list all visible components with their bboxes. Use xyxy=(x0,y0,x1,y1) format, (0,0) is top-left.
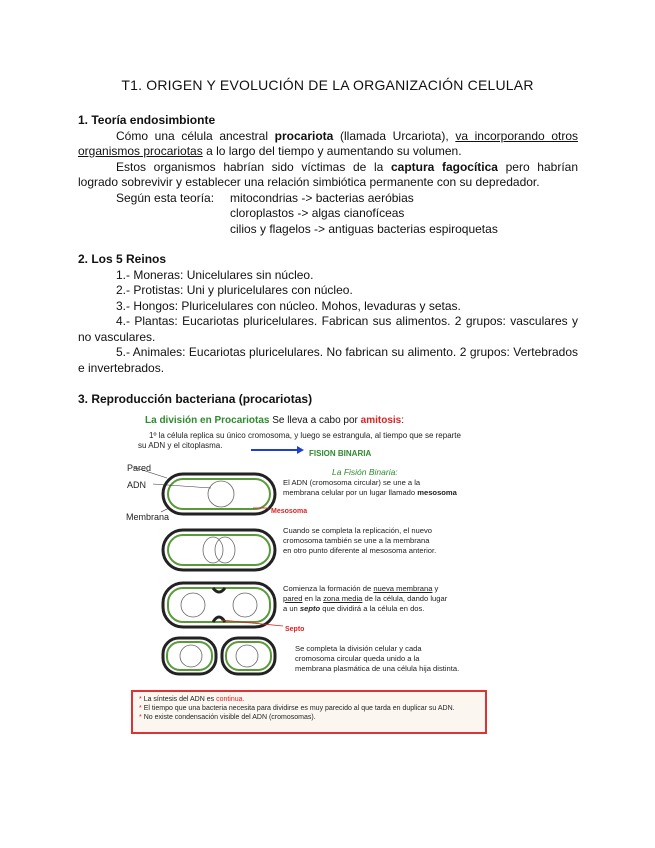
desc-line: en otro punto diferente al mesosoma anterior. xyxy=(283,546,437,555)
label-septum: Septo xyxy=(285,626,305,633)
desc-text: en la xyxy=(302,594,324,603)
text-run: Cómo una célula ancestral xyxy=(116,128,275,143)
section-kingdoms xyxy=(78,252,578,376)
text-run: a lo largo del tiempo y aumentando su volumen. xyxy=(202,144,462,158)
cell-stage-1 xyxy=(133,467,275,514)
desc-line: Cuando se completa la replicación, el nuevo xyxy=(283,526,433,535)
desc-underlined: nueva membrana xyxy=(373,584,433,593)
step-description xyxy=(283,478,483,498)
desc-text: de la célula, dando lugar xyxy=(362,594,448,603)
figure-title-text: Se lleva a cabo por xyxy=(269,415,361,426)
text-run: Estos organismos habrían sido víctimas de la xyxy=(116,159,391,174)
desc-underlined: pared xyxy=(283,594,303,603)
section-heading: 1. Teoría endosimbionte xyxy=(78,113,216,127)
paragraph xyxy=(78,160,578,191)
fission-arrow-label: FISION BINARIA xyxy=(309,449,372,458)
kingdom-item: 5.- Animales: Eucariotas pluricelulares. No fabrican su alimento. 2 grupos: Vertebrados e invertebrados. xyxy=(78,345,578,375)
section-heading: 2. Los 5 Reinos xyxy=(78,252,167,266)
desc-line: El ADN (cromosoma circular) se une a la xyxy=(283,478,421,487)
step-description xyxy=(283,584,483,614)
theory-item: mitocondrias -> bacterias aeróbias xyxy=(230,190,414,205)
desc-text: que dividirá a la célula en dos. xyxy=(320,604,425,613)
step-description xyxy=(283,526,483,556)
figure-intro-line: 1º la célula replica su único cromosoma, y luego se estrangula, al tiempo que se reparte xyxy=(149,431,461,440)
note-line: * La síntesis del ADN es continua. xyxy=(139,696,245,703)
paragraph xyxy=(78,129,578,160)
desc-line: membrana plasmática de una célula hija distinta. xyxy=(295,664,460,673)
note-text: El tiempo que una bacteria necesita para dividirse es muy parecido al que tarda en duplicar su ADN. xyxy=(143,705,455,712)
label-membrane: Membrana xyxy=(126,512,170,522)
bold-text: procariota xyxy=(274,128,334,143)
desc-bold-italic: septo xyxy=(299,604,321,613)
kingdom-item: 1.- Moneras: Unicelulares sin núcleo. xyxy=(116,267,314,282)
cell-stage-4 xyxy=(163,638,275,674)
cell-stage-3 xyxy=(163,583,283,627)
note-line: * El tiempo que una bacteria necesita para dividirse es muy parecido al que tarda en duplicar su ADN. xyxy=(139,705,455,712)
desc-text: Comienza la formación de xyxy=(283,584,374,593)
step-description xyxy=(295,644,495,674)
underlined-text: va incorporando otros organismos procariotas xyxy=(78,128,578,158)
text-run: pero habrían logrado sobrevivir y establecer una relación simbiótica permanente con su depredador. xyxy=(78,159,578,189)
label-mesosome: Mesosoma xyxy=(271,508,308,515)
binary-fission-figure xyxy=(123,408,493,740)
theory-label: Según esta teoría: xyxy=(116,190,215,205)
note-text: No existe condensación visible del ADN (cromosomas). xyxy=(143,714,316,721)
desc-underlined: zona media xyxy=(323,594,363,603)
desc-text: y xyxy=(432,584,439,593)
desc-line: cromosoma circular queda unido a la xyxy=(295,654,420,663)
figure-intro-line: su ADN y el citoplasma. xyxy=(138,441,223,450)
bold-text: captura fagocítica xyxy=(390,159,498,174)
arrow-icon xyxy=(251,446,304,454)
kingdom-item: 4.- Plantas: Eucariotas pluricelulares. Fabrican sus alimentos. 2 grupos: vasculares y no vasculares. xyxy=(78,314,578,344)
note-text: La síntesis del ADN es xyxy=(143,696,217,703)
kingdom-item: 3.- Hongos: Pluricelulares con núcleo. Mohos, levaduras y setas. xyxy=(116,298,461,313)
desc-bold: mesosoma xyxy=(417,488,457,497)
text-run: (llamada Urcariota), xyxy=(333,128,456,143)
page-title: T1. ORIGEN Y EVOLUCIÓN DE LA ORGANIZACIÓN CELULAR xyxy=(121,77,534,93)
cell-stage-2 xyxy=(163,530,275,570)
desc-text: a un xyxy=(283,604,300,613)
theory-list xyxy=(78,191,578,238)
note-red-text: continua. xyxy=(216,696,245,703)
kingdom-item: 2.- Protistas: Uni y pluricelulares con núcleo. xyxy=(116,283,353,297)
section-heading: 3. Reproducción bacteriana (procariotas) xyxy=(78,392,313,406)
desc-line: Se completa la división celular y cada xyxy=(295,644,422,653)
desc-text: membrana celular por un lugar llamado xyxy=(283,488,418,497)
section-endosymbiont xyxy=(78,113,578,238)
desc-line: cromosoma también se une a la membrana xyxy=(283,536,430,545)
section-bacterial-reproduction xyxy=(78,392,578,408)
notes-box xyxy=(131,690,487,734)
figure-title-red: amitosis xyxy=(360,415,402,426)
theory-item: cilios y flagelos -> antiguas bacterias espiroquetas xyxy=(230,221,498,236)
label-dna: ADN xyxy=(127,480,147,490)
label-wall: Pared xyxy=(127,463,152,473)
theory-item: cloroplastos -> algas cianofíceas xyxy=(230,206,405,220)
binary-fission-title: La Fisión Binaria: xyxy=(332,467,398,477)
figure-title-text: : xyxy=(401,415,405,426)
figure-title-green: La división en Procariotas xyxy=(145,415,270,426)
note-line: * No existe condensación visible del ADN (cromosomas). xyxy=(139,714,316,721)
